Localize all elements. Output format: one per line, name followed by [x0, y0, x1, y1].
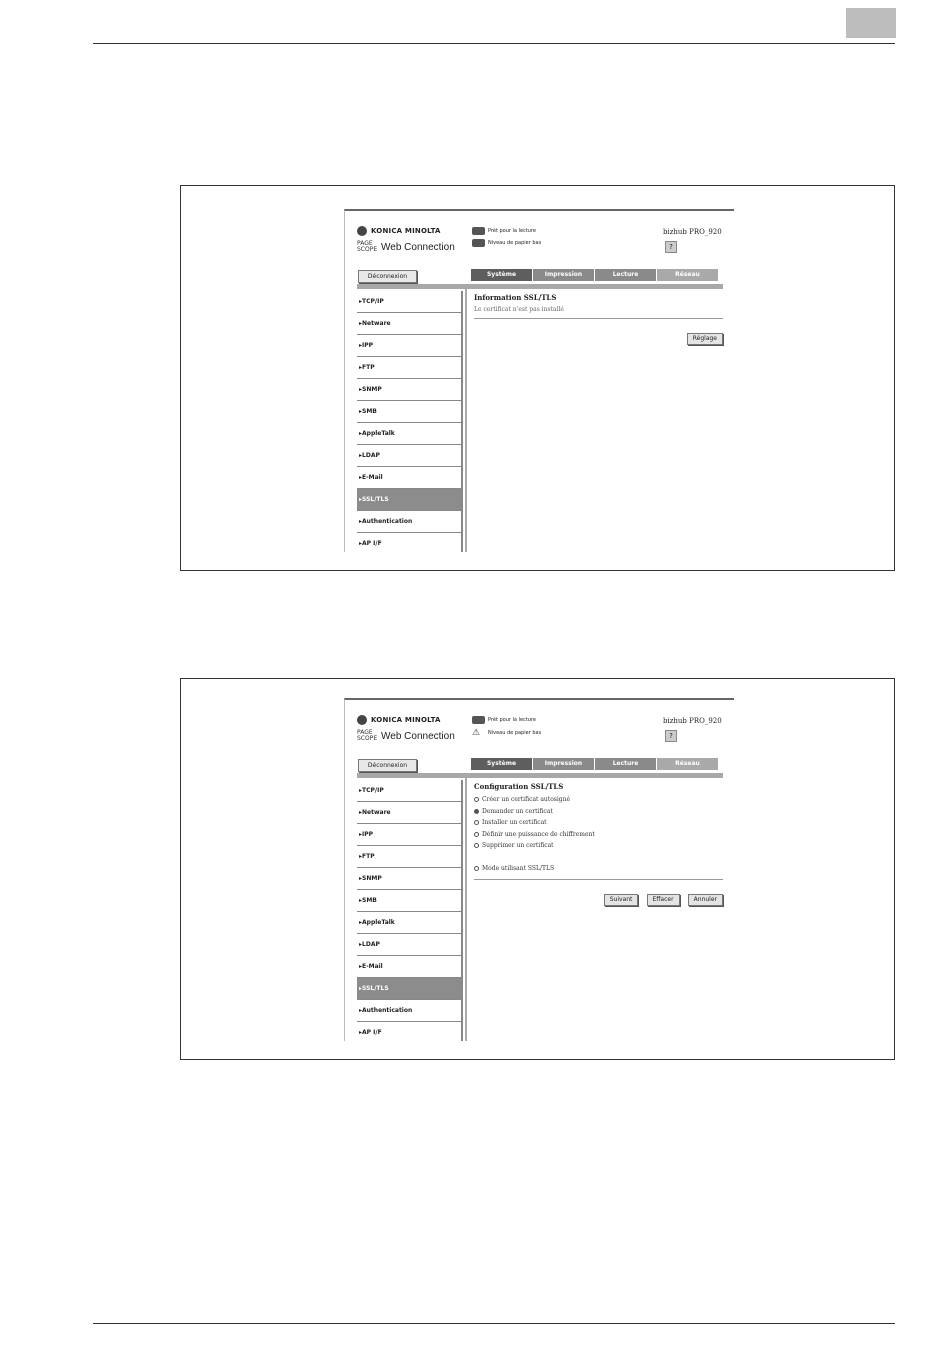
logout-button[interactable]: Déconnexion: [358, 759, 417, 772]
content-divider: [474, 879, 723, 880]
sidebar-item-ftp[interactable]: ▸FTP: [357, 357, 463, 379]
sidebar: [357, 291, 463, 552]
sidebar-item-apif[interactable]: ▸AP I/F: [357, 1022, 463, 1041]
sidebar-item-smb[interactable]: ▸SMB: [357, 401, 463, 423]
option-install-certificate[interactable]: Installer un certificat: [474, 817, 723, 829]
radio-button[interactable]: [474, 797, 479, 802]
sidebar-divider: [465, 289, 467, 552]
sidebar-item-ldap[interactable]: ▸LDAP: [357, 934, 463, 956]
web-connection-logo: [357, 241, 455, 253]
printer-icon: [472, 716, 485, 724]
sidebar-item-netware[interactable]: ▸Netware: [357, 313, 463, 335]
operation-options: [474, 794, 723, 874]
brand-name: KONICA MINOLTA: [371, 716, 441, 724]
tab-print[interactable]: Impression: [533, 758, 594, 770]
sidebar-item-ldap[interactable]: ▸LDAP: [357, 445, 463, 467]
sidebar-item-tcpip[interactable]: ▸TCP/IP: [357, 780, 463, 802]
sidebar-item-appletalk[interactable]: ▸AppleTalk: [357, 912, 463, 934]
sidebar-item-smb[interactable]: ▸SMB: [357, 890, 463, 912]
content-panel: [474, 782, 723, 906]
sidebar-item-email[interactable]: ▸E-Mail: [357, 956, 463, 978]
tab-network[interactable]: Réseau: [657, 269, 718, 281]
option-request-certificate[interactable]: Demander un certificat: [474, 806, 723, 818]
web-connection-logo: [357, 730, 455, 742]
status-paper: [472, 728, 541, 738]
sidebar-item-appletalk[interactable]: ▸AppleTalk: [357, 423, 463, 445]
sidebar-item-email[interactable]: ▸E-Mail: [357, 467, 463, 489]
sidebar-item-ssltls[interactable]: ▸SSL/TLS: [357, 978, 463, 1000]
sidebar-item-ssltls[interactable]: ▸SSL/TLS: [357, 489, 463, 511]
status-ready: [472, 716, 536, 724]
main-tabs: [471, 758, 719, 770]
help-icon[interactable]: ?: [665, 730, 677, 742]
pagescope-mark: PAGE SCOPE: [357, 729, 378, 742]
option-ssl-mode[interactable]: Mode utilisant SSL/TLS: [474, 863, 723, 875]
tab-scan[interactable]: Lecture: [595, 269, 656, 281]
model-name: bizhub PRO_920: [663, 717, 722, 725]
tab-underline: [357, 773, 723, 778]
sidebar: [357, 780, 463, 1041]
model-name: bizhub PRO_920: [663, 228, 722, 236]
status-paper: [472, 239, 541, 247]
warning-icon: ⚠: [472, 728, 481, 738]
cancel-button[interactable]: Annuler: [688, 894, 723, 906]
brand-logo: [357, 714, 441, 726]
tab-system[interactable]: Système: [471, 269, 532, 281]
product-name: Web Connection: [381, 730, 455, 742]
sidebar-divider: [465, 778, 467, 1041]
konica-logo-icon: [357, 715, 367, 725]
status-paper-text: Niveau de papier bas: [488, 240, 542, 246]
radio-button[interactable]: [474, 832, 479, 837]
next-button[interactable]: Suivant: [604, 894, 639, 906]
radio-button-selected[interactable]: [474, 809, 479, 814]
page-title: Information SSL/TLS: [474, 293, 557, 302]
option-encryption-strength[interactable]: Définir une puissance de chiffrement: [474, 829, 723, 841]
sidebar-item-netware[interactable]: ▸Netware: [357, 802, 463, 824]
page-title: Configuration SSL/TLS: [474, 782, 564, 791]
sidebar-item-apif[interactable]: ▸AP I/F: [357, 533, 463, 552]
sidebar-item-snmp[interactable]: ▸SNMP: [357, 379, 463, 401]
top-rule: [93, 43, 895, 44]
konica-logo-icon: [357, 226, 367, 236]
logout-button[interactable]: Déconnexion: [358, 270, 417, 283]
tab-underline: [357, 284, 723, 289]
figure-frame-2: [180, 678, 895, 1060]
sidebar-item-authentication[interactable]: ▸Authentication: [357, 1000, 463, 1022]
setting-button[interactable]: Réglage: [687, 333, 723, 345]
option-delete-certificate[interactable]: Supprimer un certificat: [474, 840, 723, 852]
status-ready-text: Prêt pour la lecture: [488, 228, 536, 234]
printer-icon: [472, 227, 485, 235]
content-divider: [474, 318, 723, 319]
sidebar-item-authentication[interactable]: ▸Authentication: [357, 511, 463, 533]
pagescope-mark: PAGE SCOPE: [357, 240, 378, 253]
certificate-status: Le certificat n'est pas installé: [474, 306, 564, 313]
content-panel: [474, 293, 723, 345]
screenshot-ssl-information: [344, 209, 734, 552]
figure-frame-1: [180, 185, 895, 571]
bottom-rule: [93, 1323, 895, 1324]
main-tabs: [471, 269, 719, 281]
sidebar-item-snmp[interactable]: ▸SNMP: [357, 868, 463, 890]
status-ready: [472, 227, 536, 235]
radio-button[interactable]: [474, 866, 479, 871]
sidebar-item-tcpip[interactable]: ▸TCP/IP: [357, 291, 463, 313]
sidebar-item-ipp[interactable]: ▸IPP: [357, 824, 463, 846]
sidebar-item-ipp[interactable]: ▸IPP: [357, 335, 463, 357]
radio-button[interactable]: [474, 820, 479, 825]
status-paper-text: Niveau de papier bas: [488, 730, 542, 736]
radio-button[interactable]: [474, 843, 479, 848]
option-create-selfsigned[interactable]: Créer un certificat autosigné: [474, 794, 723, 806]
sidebar-item-ftp[interactable]: ▸FTP: [357, 846, 463, 868]
paper-tray-icon: [472, 239, 485, 247]
tab-system[interactable]: Système: [471, 758, 532, 770]
help-icon[interactable]: ?: [665, 241, 677, 253]
chapter-tab: [846, 8, 896, 38]
brand-name: KONICA MINOLTA: [371, 227, 441, 235]
clear-button[interactable]: Effacer: [647, 894, 680, 906]
screenshot-ssl-configuration: [344, 698, 734, 1041]
status-ready-text: Prêt pour la lecture: [488, 717, 536, 723]
brand-logo: [357, 225, 441, 237]
product-name: Web Connection: [381, 241, 455, 253]
tab-network[interactable]: Réseau: [657, 758, 718, 770]
tab-print[interactable]: Impression: [533, 269, 594, 281]
tab-scan[interactable]: Lecture: [595, 758, 656, 770]
